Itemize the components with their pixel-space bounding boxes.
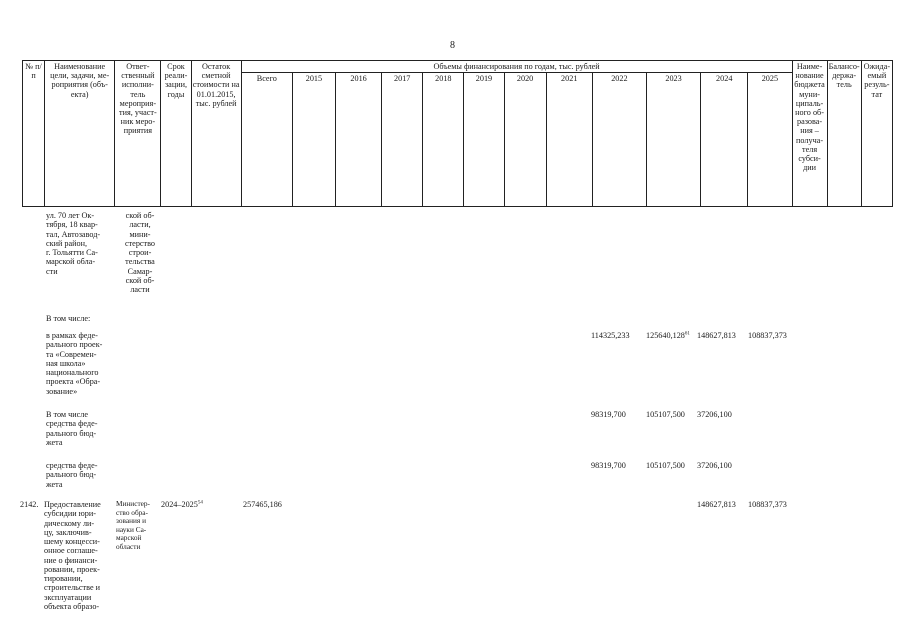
federal-project-label: в рамках феде- рального проек- та «Современ- ная школа» национального проекта «Обра- зование» (46, 331, 103, 396)
item-term: 2024–2025$^{54}$ (161, 500, 203, 509)
item-total: 257465,186 (243, 500, 282, 509)
fp-value-2024: 148627,813 (697, 331, 736, 340)
item-name: Предоставление субсидии юри- дическому ли- цу, заключив- шему концесси- онное соглаше- ние о финанси- ровании, проек- тировании, строительстве и эксплуатации объекта образо- (44, 500, 101, 611)
header-year: 2020 (504, 73, 546, 207)
cont-name-cell: ул. 70 лет Ок- тября, 18 квар- тал, Автозавод- ский район, г. Тольятти Са- марской обла- сти (46, 211, 101, 276)
header-no: № п/п (23, 61, 45, 207)
ff-value-2022: 98319,700 (591, 461, 626, 470)
page-number: 8 (450, 40, 455, 51)
if-value-2023: 105107,500 (646, 410, 685, 419)
fp-value-2022: 114325,233 (591, 331, 630, 340)
header-total: Всего (241, 73, 292, 207)
header-year: 2016 (336, 73, 382, 207)
ff-value-2023: 105107,500 (646, 461, 685, 470)
header-year: 2017 (382, 73, 423, 207)
item-number: 2142. (20, 500, 39, 509)
header-year: 2021 (546, 73, 592, 207)
including-federal-label: В том числе средства феде- рального бюд- жета (46, 410, 98, 447)
header-year: 2019 (464, 73, 504, 207)
header-balance: Остаток сметной стоимости на 01.01.2015, тыс. рублей (191, 61, 241, 207)
header-name: Наименование цели, задачи, мероприятия (объекта) (45, 61, 115, 207)
ff-value-2024: 37206,100 (697, 461, 732, 470)
header-year: 2024 (701, 73, 748, 207)
including-label: В том числе: (46, 314, 91, 323)
federal-funds-label: средства феде- рального бюд- жета (46, 461, 98, 489)
fp-value-2025: 108837,373 (748, 331, 787, 340)
header-recipient: Наименование бюджета муниципального образования – получателя субсидии (792, 61, 827, 207)
header-executor: Ответственный исполнитель мероприятия, участник мероприятия (115, 61, 161, 207)
header-term: Срок реализации, годы (161, 61, 191, 207)
fp-value-2023: 125640,128$^{61}$ (646, 331, 690, 340)
item-value-2024: 148627,813 (697, 500, 736, 509)
header-result: Ожидаемый результат (861, 61, 892, 207)
header-year: 2023 (646, 73, 700, 207)
item-executor: Министер- ство обра- зования и науки Са- марской области (116, 499, 150, 552)
header-year: 2018 (423, 73, 464, 207)
header-holder: Балансодержатель (827, 61, 861, 207)
header-funding-title: Объемы финансирования по годам, тыс. рублей (241, 61, 792, 73)
header-year: 2025 (748, 73, 792, 207)
table-header (22, 60, 893, 207)
header-year: 2015 (292, 73, 335, 207)
if-value-2022: 98319,700 (591, 410, 626, 419)
if-value-2024: 37206,100 (697, 410, 732, 419)
cont-executor-cell: ской об- ласти, мини- стерство строи- тельства Самар- ской об- ласти (124, 211, 156, 295)
item-value-2025: 108837,373 (748, 500, 787, 509)
header-year: 2022 (592, 73, 646, 207)
